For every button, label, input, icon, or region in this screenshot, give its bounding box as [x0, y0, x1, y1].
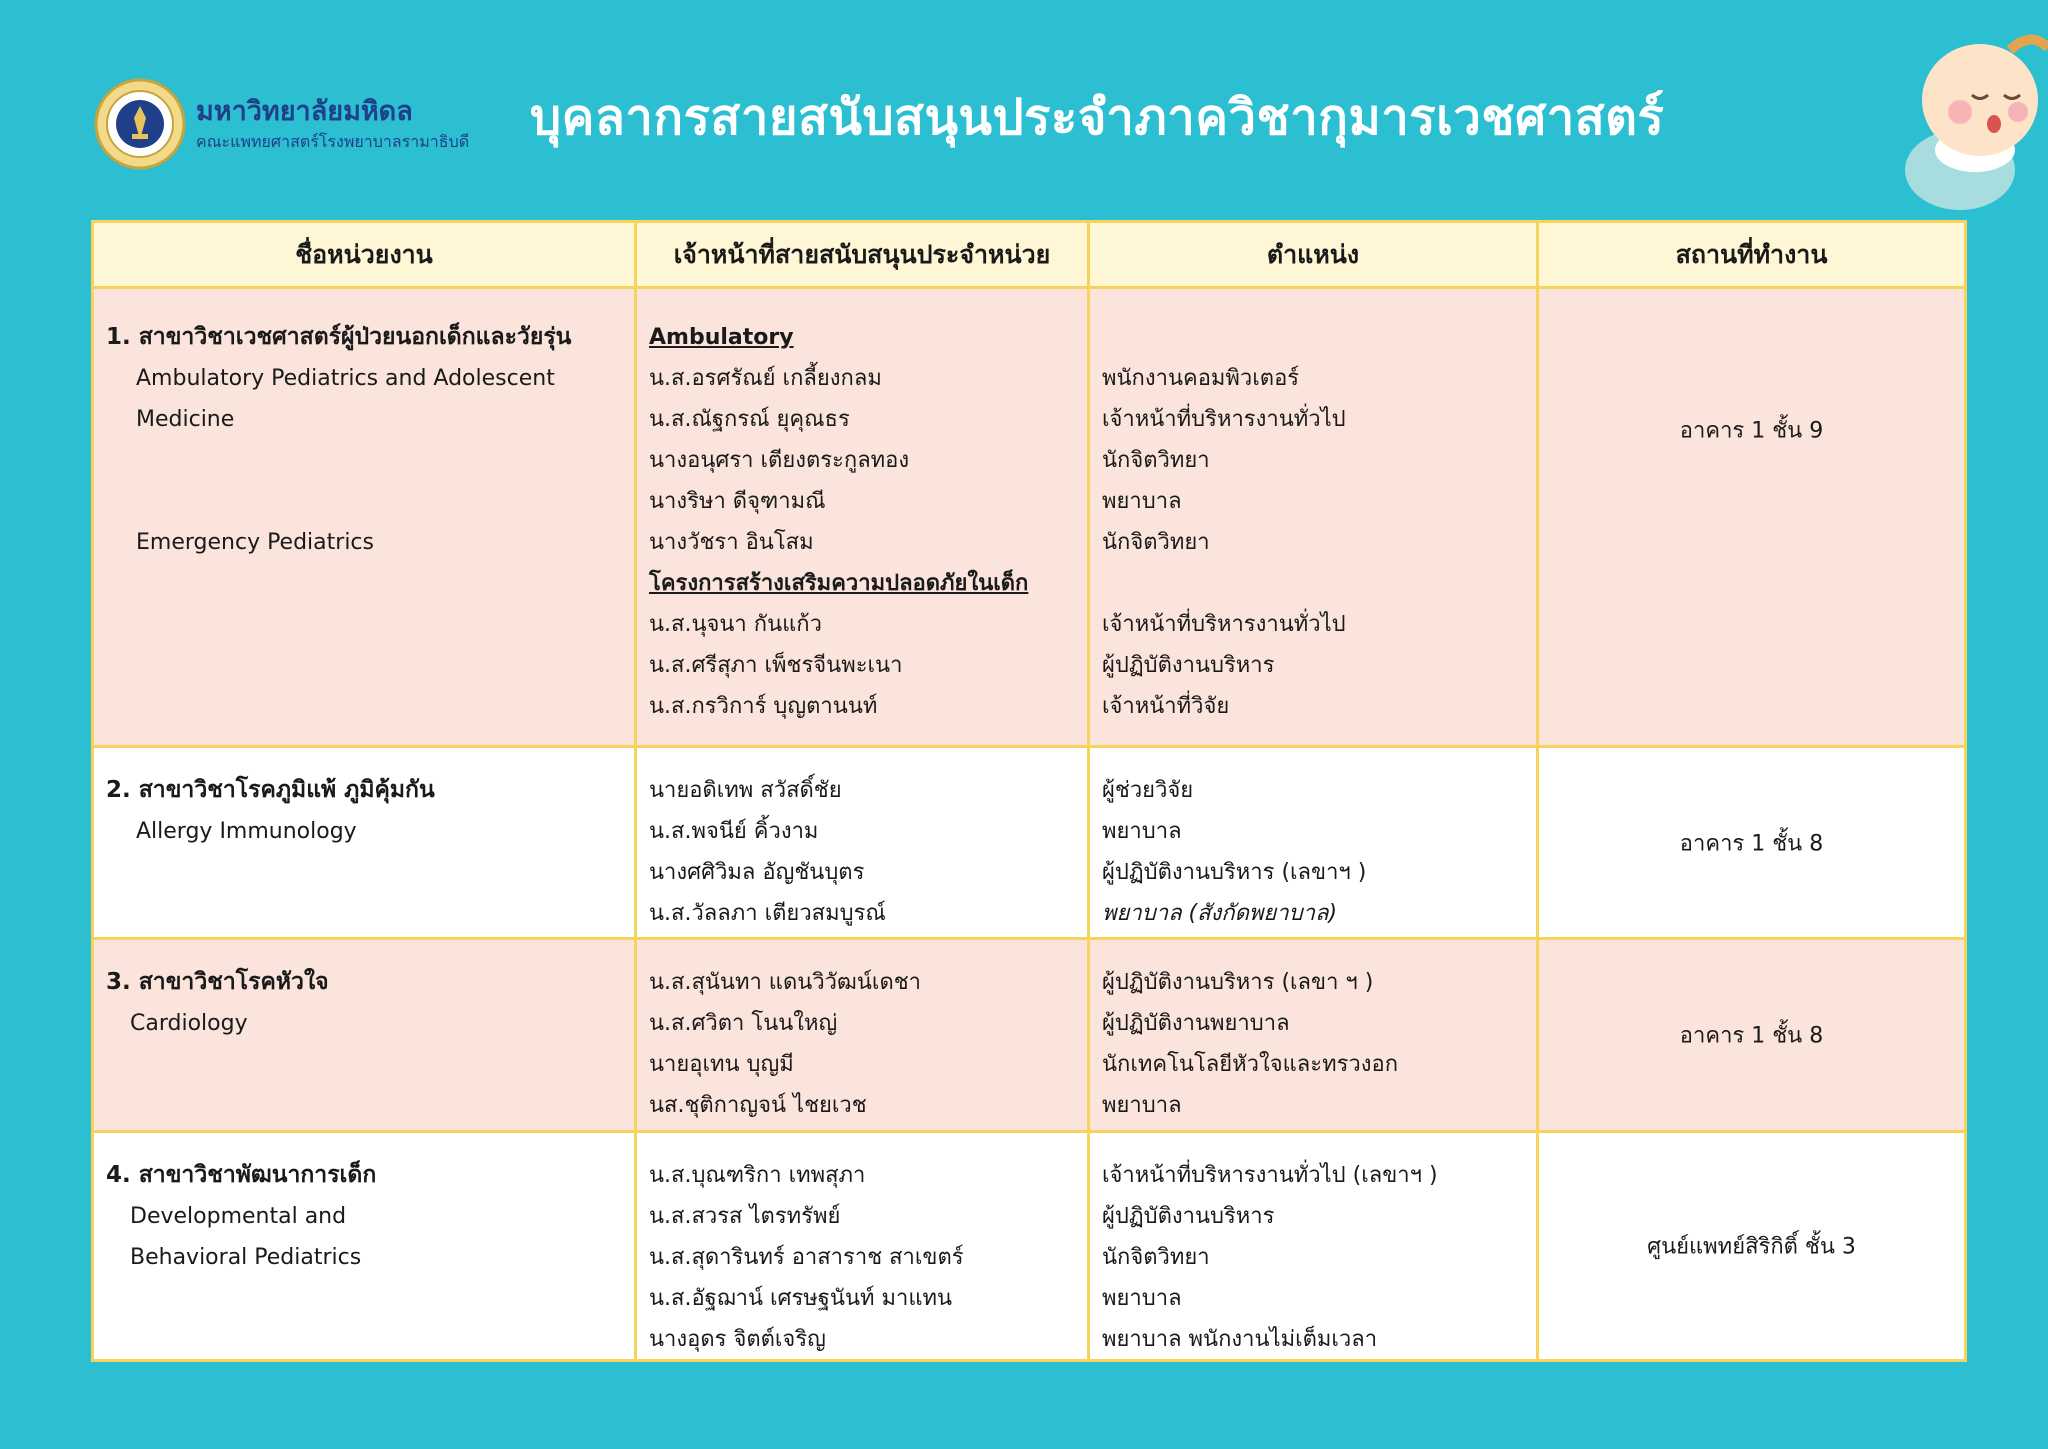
staff-name: น.ส.อรศรัณย์ เกลี้ยงกลม — [649, 366, 882, 391]
position: พยาบาล — [1102, 1093, 1182, 1118]
staff-name: น.ส.พจนีย์ คิ้วงาม — [649, 819, 819, 844]
unit-name-en: Allergy Immunology — [136, 819, 357, 844]
staff-cell — [637, 289, 1090, 745]
staff-name: น.ส.บุณฑริกา เทพสุภา — [649, 1163, 866, 1188]
position: นักจิตวิทยา — [1102, 1245, 1210, 1270]
position: นักจิตวิทยา — [1102, 530, 1210, 555]
position: เจ้าหน้าที่วิจัย — [1102, 694, 1230, 719]
mahidol-seal-icon — [94, 78, 186, 170]
staff-name: นางศศิวิมล อัญชันบุตร — [649, 860, 865, 885]
header-unit: ชื่อหน่วยงาน — [94, 223, 637, 286]
unit-name-en: Behavioral Pediatrics — [130, 1245, 362, 1270]
location: อาคาร 1 ชั้น 8 — [1679, 1023, 1824, 1049]
header-position: ตำแหน่ง — [1090, 223, 1539, 286]
logo — [94, 78, 469, 170]
staff-name: นายอุเทน บุญมี — [649, 1052, 794, 1077]
position: เจ้าหน้าที่บริหารงานทั่วไป (เลขาฯ ) — [1102, 1163, 1438, 1188]
location-cell — [1539, 289, 1964, 745]
location-cell — [1539, 748, 1964, 937]
position: ผู้ปฏิบัติงานบริหาร (เลขา ฯ ) — [1102, 970, 1374, 995]
table-header — [94, 223, 1964, 286]
staff-name: น.ส.สุนันทา แดนวิวัฒน์เดชา — [649, 970, 922, 995]
staff-name: น.ส.สวรส ไตรทรัพย์ — [649, 1204, 841, 1229]
baby-illustration-icon — [1900, 20, 2048, 210]
location: อาคาร 1 ชั้น 8 — [1679, 831, 1824, 856]
subsection-heading: โครงการสร้างเสริมความปลอดภัยในเด็ก — [649, 571, 1029, 596]
position-cell — [1090, 1133, 1539, 1359]
table-row — [94, 1130, 1964, 1359]
location-cell — [1539, 1133, 1964, 1359]
staff-name: น.ส.กรวิการ์ บุญตานนท์ — [649, 694, 878, 719]
table-row — [94, 937, 1964, 1130]
position: พยาบาล (สังกัดพยาบาล) — [1102, 901, 1338, 926]
unit-title: 3. สาขาวิชาโรคหัวใจ — [106, 969, 329, 995]
unit-name-en: Ambulatory Pediatrics and Adolescent — [136, 366, 555, 391]
header-staff: เจ้าหน้าที่สายสนับสนุนประจำหน่วย — [637, 223, 1090, 286]
unit-name-en: Developmental and — [130, 1204, 347, 1229]
unit-cell — [94, 748, 637, 937]
unit-cell — [94, 289, 637, 745]
page-title: บุคลากรสายสนับสนุนประจำภาควิชากุมารเวชศาสตร์ — [530, 89, 1665, 146]
table-row — [94, 286, 1964, 745]
staff-name: น.ส.นุจนา กันแก้ว — [649, 612, 822, 637]
position: พนักงานคอมพิวเตอร์ — [1102, 366, 1300, 391]
staff-name: น.ส.ศวิตา โนนใหญ่ — [649, 1011, 838, 1036]
position: ผู้ปฏิบัติงานบริหาร (เลขาฯ ) — [1102, 860, 1367, 885]
unit-cell — [94, 940, 637, 1130]
unit-name-en: Emergency Pediatrics — [136, 530, 374, 555]
staff-table — [91, 220, 1967, 1362]
position-cell — [1090, 940, 1539, 1130]
position: พยาบาล — [1102, 819, 1182, 844]
staff-name: น.ส.ศรีสุภา เพ็ชรจีนพะเนา — [649, 653, 903, 678]
staff-cell — [637, 1133, 1090, 1359]
position: พยาบาล พนักงานไม่เต็มเวลา — [1102, 1327, 1378, 1352]
staff-name: นางริษา ดีจุฑามณี — [649, 489, 826, 514]
position: นักจิตวิทยา — [1102, 448, 1210, 473]
header-location: สถานที่ทำงาน — [1675, 239, 1828, 269]
position: ผู้ปฏิบัติงานบริหาร — [1102, 1204, 1275, 1229]
staff-name: นส.ชุติกาญจน์ ไชยเวช — [649, 1093, 867, 1118]
staff-cell — [637, 940, 1090, 1130]
position-cell — [1090, 748, 1539, 937]
staff-name: นางอนุศรา เตียงตระกูลทอง — [649, 448, 910, 473]
location: ศูนย์แพทย์สิริกิติ์ ชั้น 3 — [1647, 1234, 1856, 1260]
table-row — [94, 745, 1964, 937]
position: เจ้าหน้าที่บริหารงานทั่วไป — [1102, 612, 1346, 637]
location-cell — [1539, 940, 1964, 1130]
position-cell — [1090, 289, 1539, 745]
staff-name: นางวัชรา อินโสม — [649, 530, 814, 555]
unit-cell — [94, 1133, 637, 1359]
unit-name-en: Medicine — [136, 407, 235, 432]
staff-name: น.ส.สุดารินทร์ อาสาราช สาเขตร์ — [649, 1245, 964, 1270]
unit-title: 4. สาขาวิชาพัฒนาการเด็ก — [106, 1162, 377, 1188]
position: เจ้าหน้าที่บริหารงานทั่วไป — [1102, 407, 1346, 432]
staff-name: น.ส.ณัฐกรณ์ ยุคุณธร — [649, 407, 850, 432]
position: พยาบาล — [1102, 1286, 1182, 1311]
position: ผู้ปฏิบัติงานพยาบาล — [1102, 1011, 1290, 1036]
subsection-heading: Ambulatory — [649, 325, 794, 350]
unit-title: 1. สาขาวิชาเวชศาสตร์ผู้ป่วยนอกเด็กและวัยรุ่น — [106, 324, 572, 350]
staff-name: นางอุดร จิตต์เจริญ — [649, 1327, 826, 1352]
staff-name: นายอดิเทพ สวัสดิ์ชัย — [649, 778, 842, 803]
location: อาคาร 1 ชั้น 9 — [1679, 418, 1824, 444]
university-name: มหาวิทยาลัยมหิดล — [196, 96, 413, 128]
unit-name-en: Cardiology — [130, 1011, 248, 1036]
staff-name: น.ส.อัฐฌาน์ เศรษฐนันท์ มาแทน — [649, 1286, 953, 1311]
position: ผู้ปฏิบัติงานบริหาร — [1102, 653, 1275, 678]
position: ผู้ช่วยวิจัย — [1102, 778, 1194, 803]
staff-cell — [637, 748, 1090, 937]
staff-name: น.ส.วัลลภา เตียวสมบูรณ์ — [649, 901, 886, 926]
faculty-name: คณะแพทยศาสตร์โรงพยาบาลรามาธิบดี — [196, 132, 470, 152]
position: พยาบาล — [1102, 489, 1182, 514]
unit-title: 2. สาขาวิชาโรคภูมิแพ้ ภูมิคุ้มกัน — [106, 777, 435, 803]
position: นักเทคโนโลยีหัวใจและทรวงอก — [1102, 1052, 1399, 1077]
